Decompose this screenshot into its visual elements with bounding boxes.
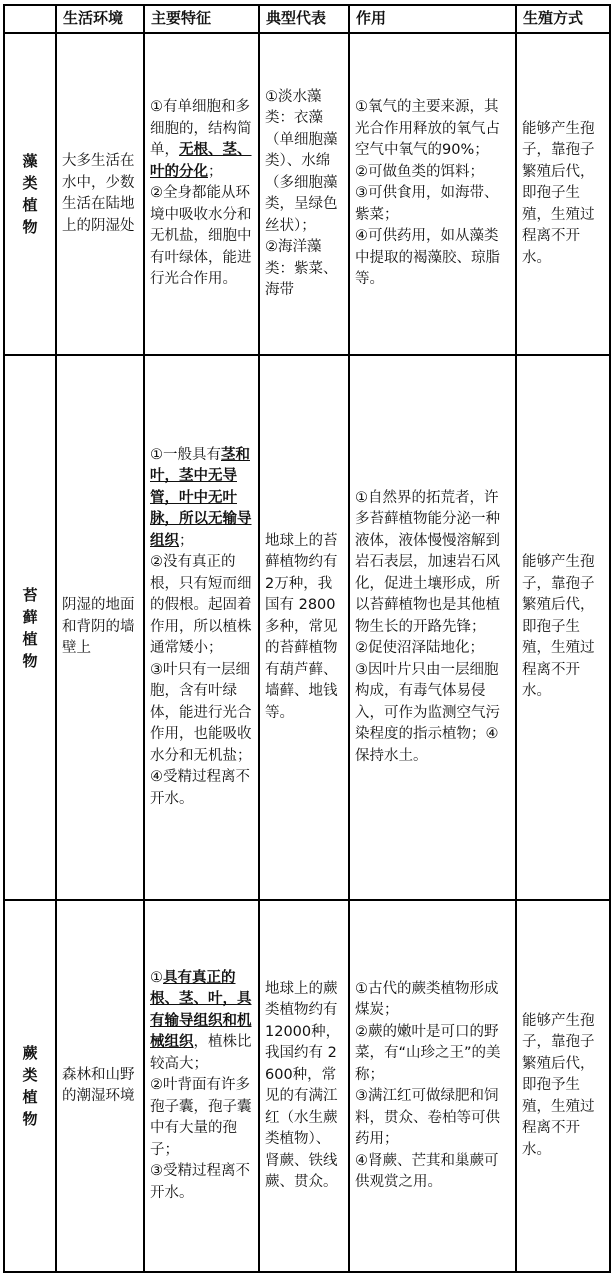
header-habitat: 生活环境 xyxy=(56,5,144,33)
feature-text: ④受精过程离不开水。 xyxy=(150,769,250,807)
header-corner xyxy=(4,5,56,33)
features-cell xyxy=(144,355,259,900)
use-item: ④肾蕨、芒萁和巢蕨可供观赏之用。 xyxy=(355,1152,499,1190)
habitat-cell: 大多生活在水中，少数生活在陆地上的阴湿处 xyxy=(56,33,144,355)
table-row xyxy=(4,33,610,355)
feature-item xyxy=(150,767,253,810)
plant-group-char: 植 xyxy=(22,196,38,214)
examples-cell xyxy=(259,33,349,355)
reproduction-cell: 能够产生孢子，靠孢子繁殖后代，即孢子生殖，生殖过程离不开水。 xyxy=(516,33,610,355)
plant-group-name xyxy=(4,355,56,900)
uses-cell xyxy=(349,900,516,1272)
plant-group-char: 藻 xyxy=(22,152,38,170)
use-item: ③可供食用，如海带、紫菜； xyxy=(355,185,499,223)
reproduction-cell: 能够产生孢子，靠孢子繁殖后代，即孢子生殖，生殖过程离不开水。 xyxy=(516,355,610,900)
plant-comparison-table xyxy=(3,4,611,1273)
example-item: 地球上的苔藓植物约有2万种，我国有 2800多种，常见的苔藓植物有葫芦藓、墙藓、地钱等。 xyxy=(265,532,338,721)
plant-group-char: 类 xyxy=(22,174,38,192)
feature-text: ； xyxy=(179,532,194,549)
plant-group-char: 苔 xyxy=(22,585,38,604)
header-uses: 作用 xyxy=(349,5,516,33)
feature-item xyxy=(150,1075,253,1161)
feature-text: ①一般具有 xyxy=(150,446,221,463)
feature-item xyxy=(150,968,253,1076)
feature-key-text: 无根、茎、叶的分化 xyxy=(150,142,252,180)
feature-item xyxy=(150,1161,253,1204)
use-item: ②促使沼泽陆地化； xyxy=(355,640,484,657)
example-item: ②海洋藻类：紫菜、海带 xyxy=(265,239,338,298)
feature-text: ，植株比较高大； xyxy=(150,1034,252,1072)
feature-item xyxy=(150,97,253,183)
feature-item xyxy=(150,183,253,291)
plant-group-char: 植 xyxy=(22,629,38,648)
examples-cell xyxy=(259,355,349,900)
habitat-cell: 森林和山野的潮湿环境 xyxy=(56,900,144,1272)
feature-text: ③叶只有一层细胞，含有叶绿体，能进行光合作用，也能吸收水分和无机盐； xyxy=(150,661,252,764)
feature-key-text: 茎和叶，茎中无导管，叶中无叶脉，所以无输导组织 xyxy=(150,446,252,549)
plant-group-char: 物 xyxy=(22,218,38,236)
plant-group-char: 蕨 xyxy=(22,1044,38,1062)
reproduction-cell: 能够产生孢子，靠孢子繁殖后代，即孢予生殖，生殖过程离不开水。 xyxy=(516,900,610,1272)
plant-group-char: 物 xyxy=(22,651,38,670)
feature-text: ③受精过程离不开水。 xyxy=(150,1163,250,1201)
feature-text: ②没有真正的根，只有短而细的假根。起固着作用，所以植株通常矮小； xyxy=(150,554,252,657)
use-item: ④可供药用，如从藻类中提取的褐藻胶、琼脂等。 xyxy=(355,228,500,288)
features-cell xyxy=(144,900,259,1272)
feature-text: ； xyxy=(208,163,223,180)
use-item: ①自然界的拓荒者，许多苔藓植物能分泌一种液体，液体慢慢溶解到岩石表层，加速岩石风化，促进土壤形成，所以苔藓植物也是其他植物生长的开路先锋； xyxy=(355,489,500,635)
plant-group-char: 藓 xyxy=(22,607,38,626)
features-cell xyxy=(144,33,259,355)
feature-item xyxy=(150,660,253,768)
use-item: ③因叶片只由一层细胞构成，有毒气体易侵入，可作为监测空气污染程度的指示植物；④保持水土。 xyxy=(355,661,500,764)
feature-text: ①有单细胞和多细胞的，结构简单， xyxy=(150,99,252,159)
feature-item xyxy=(150,552,253,660)
use-item: ③满江红可做绿肥和饲料，贯众、卷柏等可供药用； xyxy=(355,1088,500,1147)
feature-text: ① xyxy=(150,969,163,986)
table-row xyxy=(4,900,610,1272)
header-features: 主要特征 xyxy=(144,5,259,33)
header-examples: 典型代表 xyxy=(259,5,349,33)
use-item: ②可做鱼类的饵料； xyxy=(355,163,484,180)
table-row xyxy=(4,355,610,900)
plant-group-name xyxy=(4,900,56,1272)
use-item: ①氧气的主要来源，其光合作用释放的氧气占空气中氧气的90%； xyxy=(355,99,500,159)
plant-group-name xyxy=(4,33,56,355)
plant-group-char: 物 xyxy=(22,1110,38,1128)
example-item: 地球上的蕨类植物约有 12000种，我国约有 2600种，常见的有满江红（水生蕨类植物）、肾蕨、铁线蕨、贯众。 xyxy=(265,980,341,1190)
habitat-cell: 阴湿的地面和背阴的墙壁上 xyxy=(56,355,144,900)
feature-text: ②全身都能从环境中吸收水分和无机盐，细胞中有叶绿体，能进行光合作用。 xyxy=(150,185,252,288)
plant-group-char: 植 xyxy=(22,1088,38,1106)
uses-cell xyxy=(349,355,516,900)
uses-cell xyxy=(349,33,516,355)
example-item: ①淡水藻类：衣藻（单细胞藻类）、水绵（多细胞藻类，呈绿色丝状）； xyxy=(265,88,338,234)
header-reproduction: 生殖方式 xyxy=(516,5,610,33)
examples-cell xyxy=(259,900,349,1272)
feature-key-text: 具有真正的根、茎、叶，具有输导组织和机械组织 xyxy=(150,969,252,1051)
use-item: ①古代的蕨类植物形成煤炭； xyxy=(355,980,499,1018)
feature-text: ②叶背面有许多孢子囊，孢子囊中有大量的孢子； xyxy=(150,1077,252,1158)
header-row xyxy=(4,5,610,33)
use-item: ②蕨的嫩叶是可口的野菜，有“山珍之王”的美称； xyxy=(355,1023,501,1083)
plant-group-char: 类 xyxy=(22,1066,38,1084)
feature-item xyxy=(150,445,253,553)
